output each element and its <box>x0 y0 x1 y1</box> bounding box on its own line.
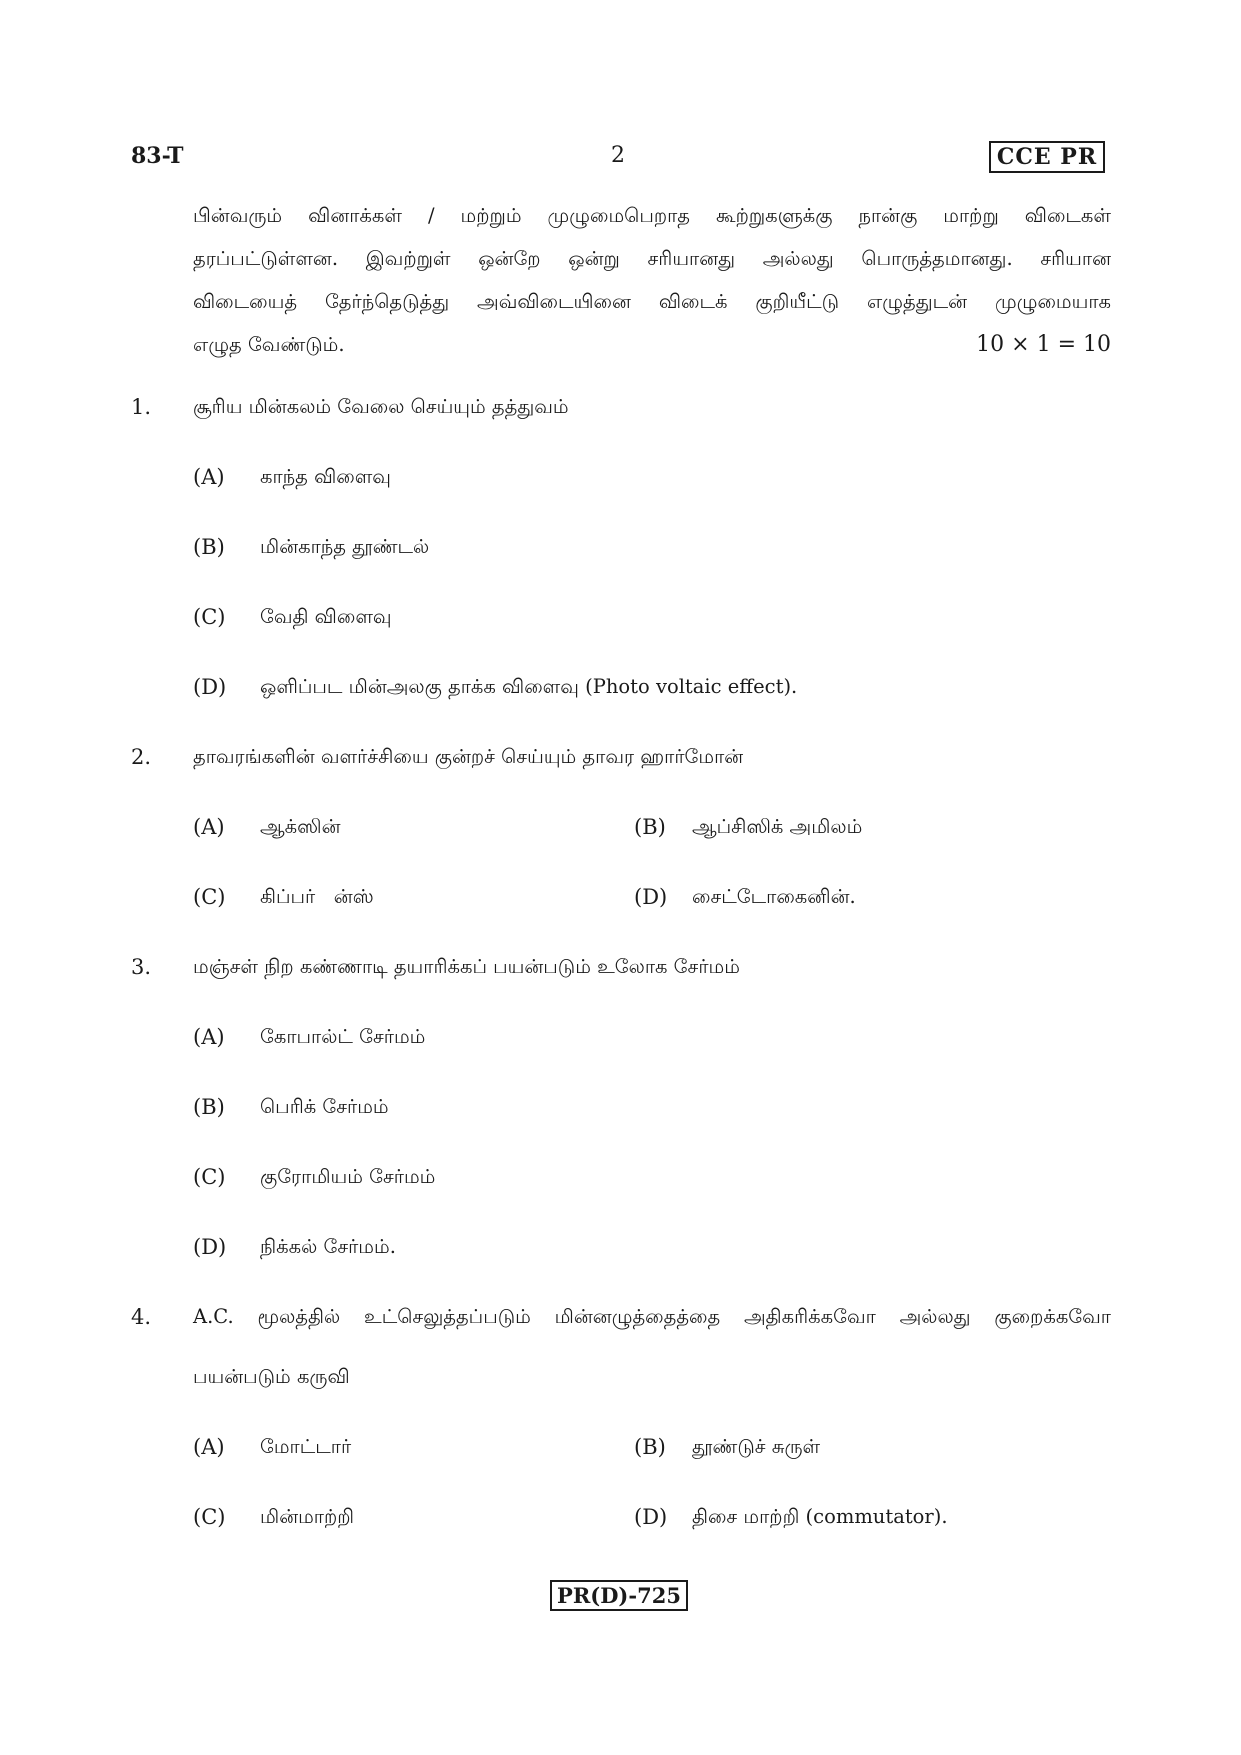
option-label: (D) <box>193 1235 227 1259</box>
option-text: பெரிக் சேர்மம் <box>260 1095 389 1118</box>
option-text: ஆப்சிஸிக் அமிலம் <box>692 815 863 838</box>
option-text: நிக்கல் சேர்மம். <box>260 1235 396 1258</box>
question-text-continued: பயன்படும் கருவி <box>193 1365 350 1388</box>
paper-code: 83-T <box>131 143 184 169</box>
question-text: தாவரங்களின் வளர்ச்சியை குன்றச் செய்யும் தாவர ஹார்மோன் <box>193 745 744 768</box>
cce-pr-box: CCE PR <box>989 141 1105 173</box>
option-label: (C) <box>193 605 226 629</box>
instruction-line <box>193 323 1111 366</box>
question-text: A.C. மூலத்தில் உட்செலுத்தப்படும் மின்னழுத்தைத்தை அதிகரிக்கவோ அல்லது குறைக்கவோ <box>193 1305 1111 1328</box>
option-text: வேதி விளைவு <box>260 605 392 628</box>
option-label: (C) <box>193 1165 226 1189</box>
option-text: கிப்பர் ன்ஸ் <box>260 885 374 908</box>
option-label: (D) <box>634 885 668 909</box>
instruction-line: பின்வரும் வினாக்கள் / மற்றும் முழுமைபெறாத கூற்றுகளுக்கு நான்கு மாற்று விடைகள் <box>193 204 1111 227</box>
option-label: (A) <box>193 815 225 839</box>
question-number: 1. <box>131 395 152 419</box>
marks-allocation: 10 × 1 = 10 <box>976 332 1111 357</box>
option-label: (B) <box>634 815 666 839</box>
option-text: தூண்டுச் சுருள் <box>692 1435 821 1458</box>
option-text: திசை மாற்றி (commutator). <box>692 1505 948 1528</box>
option-label: (D) <box>634 1505 668 1529</box>
option-text: மோட்டார் <box>260 1435 352 1458</box>
option-text: மின்மாற்றி <box>260 1505 355 1528</box>
option-text: குரோமியம் சேர்மம் <box>260 1165 436 1188</box>
option-label: (B) <box>193 1095 225 1119</box>
question-text: சூரிய மின்கலம் வேலை செய்யும் தத்துவம் <box>193 395 569 418</box>
instruction-line: தரப்பட்டுள்ளன. இவற்றுள் ஒன்றே ஒன்று சரியானது அல்லது பொருத்தமானது. சரியான <box>193 247 1111 270</box>
option-text: மின்காந்த தூண்டல் <box>260 535 430 558</box>
question-number: 4. <box>131 1305 152 1329</box>
option-text: ஒளிப்பட மின்அலகு தாக்க விளைவு (Photo voltaic effect). <box>260 675 798 698</box>
option-label: (A) <box>193 1435 225 1459</box>
option-text: ஆக்ஸின் <box>260 815 341 838</box>
option-label: (A) <box>193 465 225 489</box>
instruction-line: விடையைத் தேர்ந்தெடுத்து அவ்விடையினை விடைக் குறியீட்டு எழுத்துடன் முழுமையாக <box>193 290 1111 313</box>
option-text: கோபால்ட் சேர்மம் <box>260 1025 426 1048</box>
question-number: 3. <box>131 955 152 979</box>
instructions <box>193 194 1111 366</box>
option-label: (A) <box>193 1025 225 1049</box>
option-label: (C) <box>193 1505 226 1529</box>
footer-code-box: PR(D)-725 <box>550 1580 688 1611</box>
question-number: 2. <box>131 745 152 769</box>
option-label: (B) <box>634 1435 666 1459</box>
option-label: (C) <box>193 885 226 909</box>
question-text: மஞ்சள் நிற கண்ணாடி தயாரிக்கப் பயன்படும் உலோக சேர்மம் <box>193 955 740 978</box>
option-label: (D) <box>193 675 227 699</box>
instruction-line-text: எழுத வேண்டும். <box>193 333 345 356</box>
option-label: (B) <box>193 535 225 559</box>
page-number: 2 <box>611 143 625 168</box>
option-text: காந்த விளைவு <box>260 465 391 488</box>
option-text: சைட்டோகைனின். <box>692 885 856 908</box>
